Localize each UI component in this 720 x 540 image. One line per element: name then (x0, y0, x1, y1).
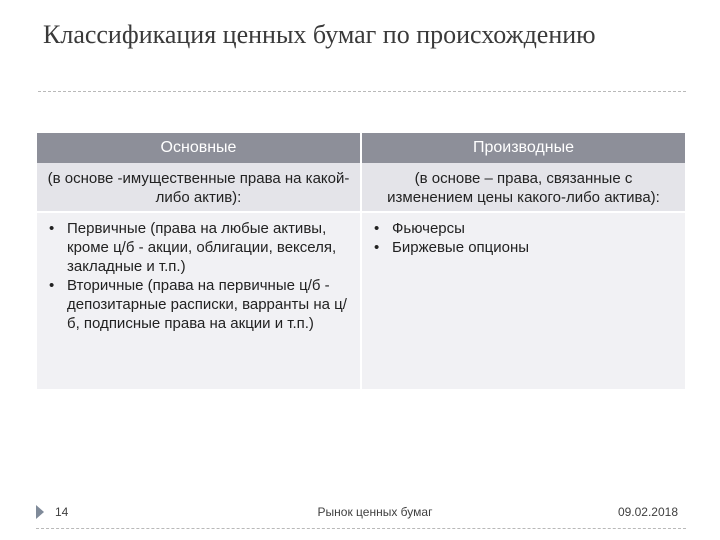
derivative-items-list (370, 219, 677, 257)
list-item-text: Первичные (права на любые активы, кроме ц/б - акции, облигации, векселя, закладные и т.п.) (67, 220, 337, 275)
title-divider (38, 91, 686, 92)
list-item (370, 238, 677, 257)
footer-arrow-icon (36, 505, 44, 519)
slide-title: Классификация ценных бумаг по происхождению (43, 20, 596, 49)
header-basic: Основные (37, 133, 361, 163)
basic-items-cell (37, 212, 361, 389)
basic-items-list (45, 219, 352, 333)
list-item (370, 219, 677, 238)
header-derivative: Производные (361, 133, 685, 163)
bullet-icon: • (49, 277, 55, 294)
footer-divider (36, 528, 686, 529)
list-item-text: Биржевые опционы (392, 239, 530, 256)
classification-table (37, 133, 685, 389)
bullet-icon: • (374, 239, 380, 256)
list-item-text: Вторичные (права на первичные ц/б - депозитарные расписки, варранты на ц/б, подписные права на акции и т.п.) (67, 277, 347, 332)
table-items-row (37, 212, 685, 389)
bullet-icon: • (374, 220, 380, 237)
table-header-row (37, 133, 685, 163)
table-subheader-row (37, 163, 685, 212)
page-number: 14 (55, 505, 69, 519)
subheader-basic: (в основе -имущественные права на какой-либо актив): (37, 163, 361, 212)
list-item (45, 219, 352, 276)
subheader-derivative: (в основе – права, связанные с изменением цены какого-либо актива): (361, 163, 685, 212)
list-item (45, 276, 352, 333)
bullet-icon: • (49, 220, 55, 237)
derivative-items-cell (361, 212, 685, 389)
list-item-text: Фьючерсы (392, 220, 465, 237)
footer-title: Рынок ценных бумаг (317, 505, 433, 519)
footer-date: 09.02.2018 (617, 505, 678, 519)
